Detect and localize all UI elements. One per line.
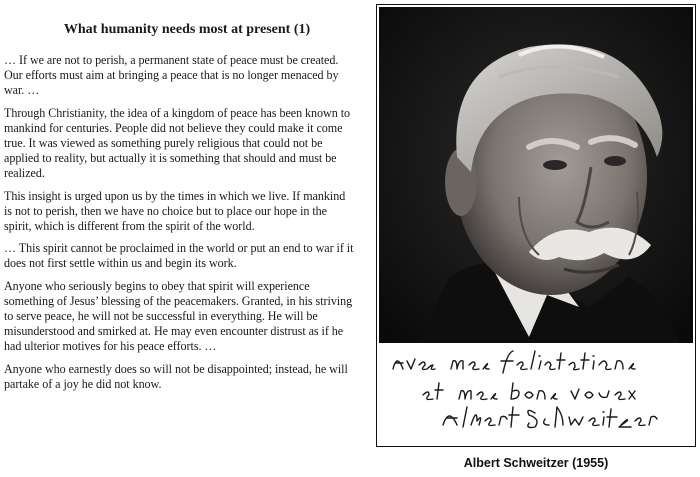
text-column [4, 22, 356, 399]
photo-caption: Albert Schweitzer (1955) [463, 456, 609, 470]
paragraph: Anyone who seriously begins to obey that spirit will experience something of Jesus’ blessing of the peacemakers. Granted, in his striving to serve peace, he will not be successful in everything. He will be misunderstood and smirked at. He may even encounter distrust as if he had ulterior motives for his peace efforts. … [4, 278, 353, 354]
paragraph: This insight is urged upon us by the times in which we live. If mankind is not to perish, then we have no choice but to place our hope in the spirit, which is different from the spirit of the world. [4, 188, 346, 234]
portrait-frame [376, 4, 696, 447]
paragraph: … If we are not to perish, a permanent state of peace must be created. Our efforts must aim at bringing a peace that is no longer menaced by war. … [4, 53, 339, 98]
document-title: What humanity needs most at present (1) [63, 22, 311, 37]
signature-inscription [379, 343, 693, 444]
paragraph: Through Christianity, the idea of a kingdom of peace has been known to mankind for centuries. People did not believe they could make it come true. It was viewed as something purely religious that could not be applied to reality, but actually it is something that should and must be realized. [4, 105, 351, 181]
portrait-image [379, 7, 693, 343]
handwritten-signature [379, 343, 693, 444]
paragraph: Anyone who earnestly does so will not be disappointed; instead, he will partake of a joy he did not know. [4, 361, 348, 391]
portrait-photo [379, 7, 693, 343]
paragraph: … This spirit cannot be proclaimed in the world or put an end to war if it does not first settle within us and begin its work. [4, 241, 354, 271]
